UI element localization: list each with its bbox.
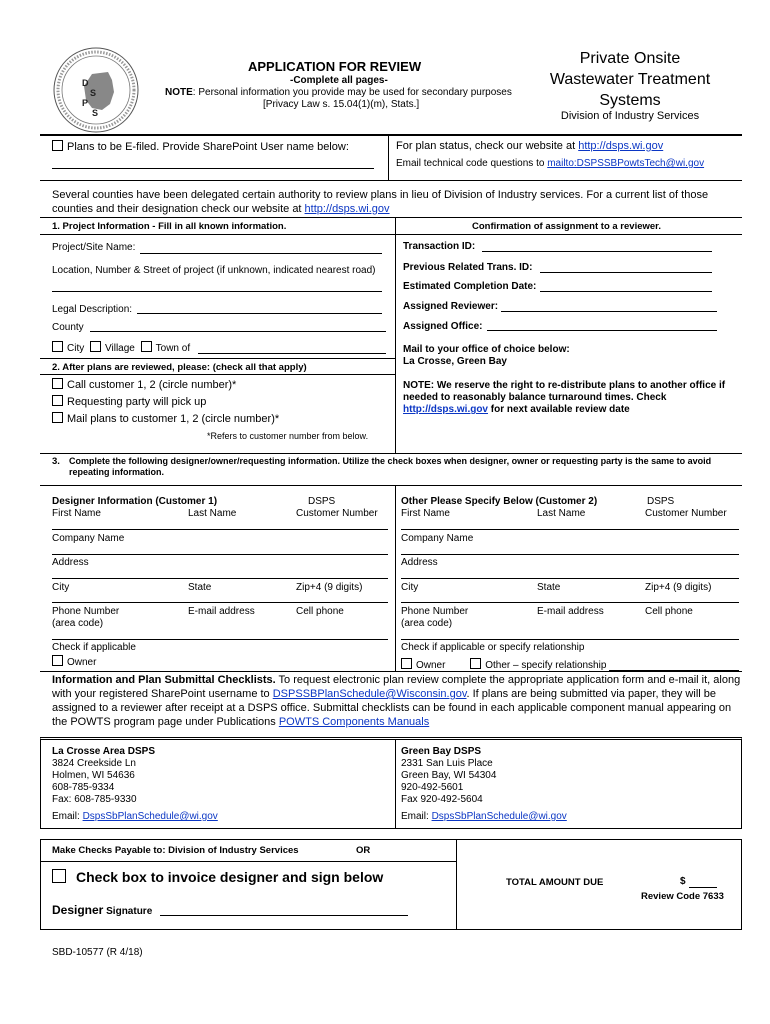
lacrosse-phone: 608-785-9334 [52,782,115,793]
pickup-option [52,395,206,408]
location-field[interactable] [52,291,382,292]
customer2-email: E-mail address [537,606,604,617]
rule [40,180,742,181]
customer1-zip: Zip+4 (9 digits) [296,582,363,593]
svg-text:S: S [92,108,99,118]
counties-link[interactable]: http://dsps.wi.gov [304,203,390,215]
counties-text: Several counties have been delegated certain authority to review plans in lieu of Division of Industry services. For a current list of those counties and their designation check our website at [52,189,709,215]
customer-footnote: *Refers to customer number from below. [207,431,369,441]
section2-heading: 2. After plans are reviewed, please: (check all that apply) [52,362,307,373]
customer2-company-field[interactable] [401,554,739,555]
efile-checkbox[interactable] [52,140,63,151]
rule [456,839,457,930]
powts-tech-email-link[interactable]: mailto:DSPSSBPowtsTech@wi.gov [547,158,705,169]
sharepoint-user-field[interactable] [52,168,374,169]
mail-plans-checkbox[interactable] [52,412,63,423]
checklists-text1: To request electronic plan review complete the appropriate application form and e-mail it, along with your registered SharePoint username to [52,674,741,700]
mail-to-label: Mail to your office of choice below: [403,344,570,355]
project-site-label: Project/Site Name: [52,242,136,253]
rule [40,358,395,359]
dsps-seal [52,46,140,134]
customer2-owner-label: Owner [416,660,446,671]
customer1-area-code: (area code) [52,618,104,629]
lacrosse-fax: Fax: 608-785-9330 [52,794,137,805]
privacy-note [165,87,512,98]
call-customer-option [52,378,236,391]
redistribute-note-tail: for next available review date [488,404,630,415]
village-label: Village [105,343,135,354]
customer2-state: State [537,582,561,593]
rule [40,671,742,672]
customer1-cell: Cell phone [296,606,344,617]
project-site-row [52,242,135,253]
assigned-office-field[interactable] [487,330,717,331]
program-title-line1: Private Onsite [579,50,681,67]
municipality-field[interactable] [198,353,386,354]
mail-plans-label: Mail plans to customer 1, 2 (circle number)* [67,413,280,425]
note-text: : Personal information you provide may be used for secondary purposes [192,87,512,98]
legal-field[interactable] [137,313,382,314]
transaction-label: Transaction ID: [403,241,476,252]
customer2-phone-field[interactable] [401,639,739,640]
customer2-city-field[interactable] [401,602,739,603]
location-label: Location, Number & Street of project (if unknown, indicated nearest road) [52,265,376,276]
previous-trans-label: Previous Related Trans. ID: [403,262,533,273]
customer2-address-field[interactable] [401,578,739,579]
division-name: Division of Industry Services [560,110,700,122]
total-amount-label: TOTAL AMOUNT DUE [506,877,604,888]
offices-list: La Crosse, Green Bay [403,356,507,367]
customer1-owner-label: Owner [67,657,97,668]
payment-or: OR [356,845,371,856]
section1-heading: 1. Project Information - Fill in all known information. [52,221,287,232]
town-checkbox[interactable] [141,341,152,352]
previous-trans-field[interactable] [540,272,712,273]
program-title [530,48,730,111]
customer1-heading: Designer Information (Customer 1) [52,496,218,507]
pickup-checkbox[interactable] [52,395,63,406]
mail-plans-option [52,412,279,425]
rule [395,485,396,671]
redistribute-note [403,380,733,416]
designer-signature-field[interactable] [160,915,408,916]
assigned-reviewer-label: Assigned Reviewer: [403,301,499,312]
svg-text:S: S [90,88,97,98]
dollar-sign: $ [680,876,686,887]
privacy-law: [Privacy Law s. 15.04(1)(m), Stats.] [263,99,420,110]
rule [395,739,396,829]
rule [395,217,396,453]
customer2-last-name: Last Name [537,508,586,519]
lacrosse-email-link[interactable]: DspsSbPlanSchedule@wi.gov [82,811,218,822]
rule [40,374,395,375]
customer1-phone: Phone Number [52,606,120,617]
lacrosse-street: 3824 Creekside Ln [52,758,136,769]
greenbay-email-label: Email: [401,811,432,822]
customer1-customer-number: Customer Number [296,508,378,519]
rule [40,861,456,862]
designer-label: Designer [52,903,104,917]
signature-row [52,903,152,917]
customer1-owner-checkbox[interactable] [52,655,63,666]
redistribute-note-link[interactable]: http://dsps.wi.gov [403,404,488,415]
customer1-company: Company Name [52,533,125,544]
greenbay-office [401,746,496,806]
customer2-relationship-row [401,658,606,671]
efile-label: Plans to be E-filed. Provide SharePoint User name below: [67,141,349,153]
customer2-cell: Cell phone [645,606,693,617]
rule [40,453,742,454]
customer1-name-field[interactable] [52,529,388,530]
invoice-row [52,869,383,885]
municipality-row [52,341,190,354]
customer2-dsps: DSPS [647,496,675,507]
plan-status [396,140,663,152]
rule [40,234,742,235]
rule [388,134,389,180]
transaction-field[interactable] [482,251,712,252]
customer2-zip: Zip+4 (9 digits) [645,582,712,593]
program-title-line3: Systems [599,92,661,109]
city-checkbox[interactable] [52,341,63,352]
customer2-heading: Other Please Specify Below (Customer 2) [401,496,598,507]
plan-status-text: For plan status, check our website at [396,140,579,152]
customer1-company-field[interactable] [52,554,388,555]
rule [40,134,742,136]
greenbay-name: Green Bay DSPS [401,746,482,757]
village-checkbox[interactable] [90,341,101,352]
customer2-first-name: First Name [401,508,450,519]
invoice-label: Check box to invoice designer and sign below [76,869,384,885]
legal-label: Legal Description: [52,304,133,315]
lacrosse-email-label: Email: [52,811,83,822]
call-customer-checkbox[interactable] [52,378,63,389]
program-title-line2: Wastewater Treatment [549,71,711,88]
efile-row [52,140,349,153]
powts-manuals-link[interactable]: POWTS Components Manuals [278,716,430,728]
customer1-address: Address [52,557,89,568]
dsps-website-link[interactable]: http://dsps.wi.gov [578,140,664,152]
county-label: County [52,322,84,333]
customer2-address: Address [401,557,438,568]
customer1-owner-row [52,655,96,668]
form-title: APPLICATION FOR REVIEW [248,59,422,74]
assigned-office-label: Assigned Office: [403,321,483,332]
customer1-phone-field[interactable] [52,639,388,640]
lacrosse-city: Holmen, WI 54636 [52,770,135,781]
customer1-email: E-mail address [188,606,255,617]
greenbay-street: 2331 San Luis Place [401,758,493,769]
email-tech [396,158,704,169]
customer2-phone: Phone Number [401,606,469,617]
customer1-city-field[interactable] [52,602,388,603]
project-site-field[interactable] [140,253,382,254]
note-label: NOTE [165,87,193,98]
county-field[interactable] [90,331,386,332]
customer1-address-field[interactable] [52,578,388,579]
section3-number: 3. [52,456,60,467]
customer1-check-if: Check if applicable [52,642,136,653]
assigned-reviewer-field[interactable] [501,311,717,312]
checklists-heading: Information and Plan Submittal Checklists. [52,674,276,686]
customer2-area-code: (area code) [401,618,453,629]
customer2-company: Company Name [401,533,474,544]
svg-text:D: D [82,78,89,88]
plan-schedule-email-link[interactable]: DSPSSBPlanSchedule@Wisconsin.gov [272,688,467,700]
customer1-last-name: Last Name [188,508,237,519]
redistribute-note-text: NOTE: We reserve the right to re-distribute plans to another office if needed to reasonably balance turnaround times. Check [403,380,726,403]
invoice-designer-checkbox[interactable] [52,869,66,883]
greenbay-city: Green Bay, WI 54304 [401,770,497,781]
customer1-city: City [52,582,70,593]
estimated-date-label: Estimated Completion Date: [403,281,537,292]
total-amount-field[interactable] [689,887,717,888]
town-label: Town of [155,343,191,354]
customer2-other-checkbox[interactable] [470,658,481,669]
svg-text:P: P [82,98,89,108]
customer2-name-field[interactable] [401,529,739,530]
counties-notice [52,188,742,216]
lacrosse-office [52,746,155,806]
customer1-state: State [188,582,212,593]
confirmation-heading: Confirmation of assignment to a reviewer. [472,221,661,232]
rule [40,217,742,218]
lacrosse-name: La Crosse Area DSPS [52,746,156,757]
review-code: Review Code 7633 [641,891,724,902]
signature-label: Signature [103,906,153,917]
form-id: SBD-10577 (R 4/18) [52,947,143,958]
checklists-paragraph [52,673,742,729]
city-label: City [67,343,85,354]
payable-to: Make Checks Payable to: Division of Industry Services [52,845,299,856]
email-tech-text: Email technical code questions to [396,158,548,169]
checklists-text2: . If plans are being submitted via paper, they will be assigned to a reviewer after receipt at a DSPS office. Submittal checklists can be found in each applicable component manual appearing on the POWTS program page under Publications [52,688,732,728]
section3-text: Complete the following designer/owner/requesting information. Utilize the check boxes when designer, owner or requesting party is the same to avoid repeating information. [69,456,712,477]
greenbay-fax: Fax 920-492-5604 [401,794,483,805]
customer2-customer-number: Customer Number [645,508,727,519]
complete-all-pages: -Complete all pages- [290,75,388,86]
estimated-date-field[interactable] [540,291,712,292]
lacrosse-email-row [52,811,218,822]
customer2-owner-checkbox[interactable] [401,658,412,669]
customer1-first-name: First Name [52,508,101,519]
greenbay-phone: 920-492-5601 [401,782,464,793]
customer2-check-if: Check if applicable or specify relationship [401,642,585,653]
rule [40,485,742,486]
pickup-label: Requesting party will pick up [67,396,207,408]
greenbay-email-link[interactable]: DspsSbPlanSchedule@wi.gov [431,811,567,822]
customer2-city: City [401,582,419,593]
customer1-dsps: DSPS [308,496,336,507]
customer2-other-label: Other – specify relationship [485,660,607,671]
greenbay-email-row [401,811,567,822]
call-customer-label: Call customer 1, 2 (circle number)* [67,379,237,391]
